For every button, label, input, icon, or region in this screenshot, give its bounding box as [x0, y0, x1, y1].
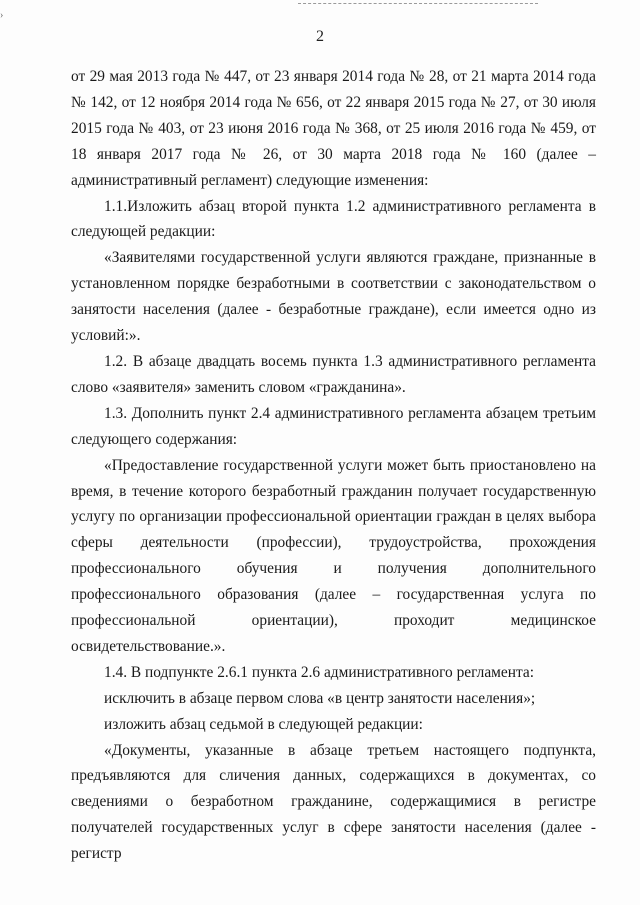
- paragraph-quote-1: «Заявителями государственной услуги являются граждане, признанные в установленном порядке безработными в соответствии с законодательством о занятости населения (далее - безработные граждане), если имеется одно из условий:».: [71, 249, 596, 345]
- document-body: [71, 64, 596, 867]
- paragraph-item-1-1: 1.1.Изложить абзац второй пункта 1.2 административного регламента в следующей редакции:: [71, 197, 596, 241]
- paragraph-item-1-4-b: изложить абзац седьмой в следующей редакции:: [104, 715, 423, 733]
- paragraph-quote-3: «Документы, указанные в абзаце третьем настоящего подпункта, предъявляются для сличения данных, содержащихся в документах, со сведениями о безработном гражданине, содержащимися в регистре получателей государственных услуг в сфере занятости населения (далее - регистр: [71, 741, 596, 863]
- top-rule: [298, 3, 538, 4]
- page-number: 2: [316, 28, 324, 45]
- corner-mark: ›: [0, 10, 4, 21]
- paragraph-quote-2: «Предоставление государственной услуги может быть приостановлено на время, в течение которого безработный гражданин получает государственную услугу по организации профессиональной ориентации граждан в целях выбора сферы деятельности (профессии), трудоустройства, прохождения профессионального обучения и получения дополнительного профессионального образования (далее – государственная услуга по профессиональной ориентации), проходит медицинское освидетельствование.».: [71, 456, 596, 655]
- paragraph-intro: от 29 мая 2013 года № 447, от 23 января 2014 года № 28, от 21 марта 2014 года № 142, от 12 ноября 2014 года № 656, от 22 января 2015 года № 27, от 30 июля 2015 года № 403, от 23 июня 2016 года № 368, от 25 июля 2016 года № 459, от 18 января 2017 года № 26, от 30 марта 2018 года № 160 (далее – административный регламент) следующие изменения:: [71, 68, 596, 189]
- paragraph-item-1-4-a: исключить в абзаце первом слова «в центр занятости населения»;: [104, 689, 536, 707]
- paragraph-item-1-3: 1.3. Дополнить пункт 2.4 административного регламента абзацем третьим следующего содержания:: [71, 404, 596, 448]
- paragraph-item-1-4: 1.4. В подпункте 2.6.1 пункта 2.6 административного регламента:: [104, 663, 534, 681]
- paragraph-item-1-2: 1.2. В абзаце двадцать восемь пункта 1.3 административного регламента слово «заявителя» заменить словом «гражданина».: [71, 352, 596, 396]
